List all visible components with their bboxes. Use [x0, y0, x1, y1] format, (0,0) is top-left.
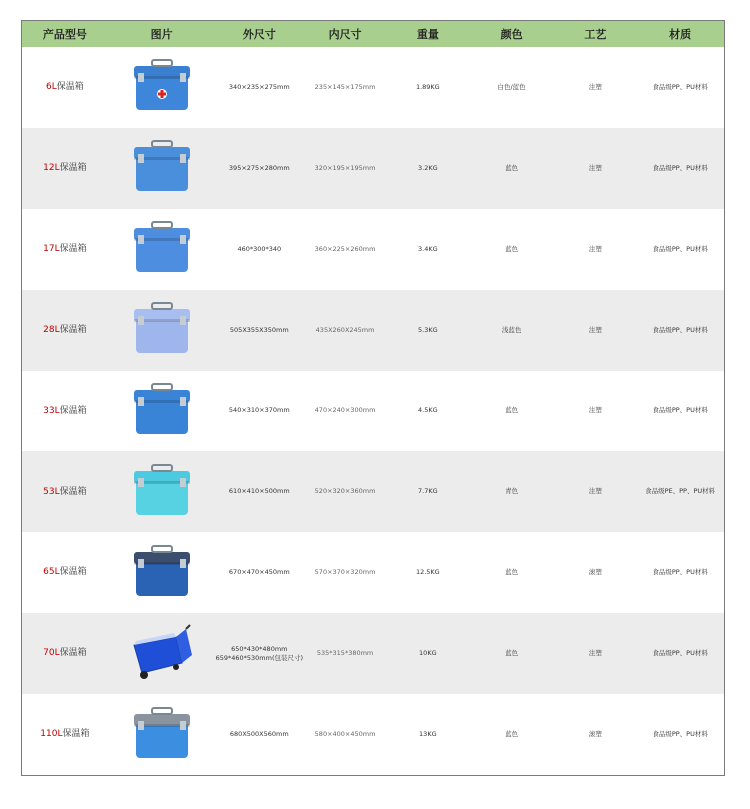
- cooler-box-icon: [126, 461, 198, 523]
- outer-size-cell: [215, 613, 303, 694]
- table-row: [22, 128, 724, 209]
- model-cell: [22, 694, 108, 775]
- column-header: 材质: [669, 28, 692, 41]
- column-header: 颜色: [500, 28, 523, 41]
- column-header: 产品型号: [42, 28, 87, 41]
- capacity-label: 17L: [43, 243, 60, 254]
- model-cell: [22, 532, 108, 613]
- model-cell: [22, 451, 108, 532]
- product-name: 保温箱: [59, 486, 87, 497]
- process: 滚塑: [588, 568, 602, 577]
- weight: 12.5KG: [415, 568, 440, 577]
- table-row: [22, 47, 724, 128]
- weight: 4.5KG: [418, 406, 438, 415]
- color: 蓝色: [505, 649, 519, 658]
- cooler-box-icon: [126, 704, 198, 766]
- outer-size-cell: [215, 47, 303, 128]
- table-row: [22, 451, 724, 532]
- table-row: [22, 532, 724, 613]
- model-cell: [22, 613, 108, 694]
- inner-size: 235×145×175mm: [314, 82, 376, 91]
- inner-size: 360×225×260mm: [314, 244, 376, 253]
- weight: 7.7KG: [418, 487, 438, 496]
- material: 食品级PP、PU材料: [652, 82, 708, 91]
- product-image: [108, 128, 216, 209]
- product-name: 保温箱: [56, 82, 84, 93]
- inner-size: 470×240×300mm: [314, 406, 376, 415]
- outer-size-cell: [215, 290, 303, 371]
- column-header: 工艺: [584, 28, 607, 41]
- process: 注塑: [588, 163, 602, 172]
- outer-size: 610×410×500mm: [228, 487, 290, 496]
- material: 食品级PP、PU材料: [652, 649, 708, 658]
- outer-size-cell: [215, 532, 303, 613]
- table-row: [22, 694, 724, 775]
- package-size: 659*460*530mm(包装尺寸): [215, 653, 304, 662]
- outer-size: 505X355X350mm: [229, 325, 289, 334]
- material: 食品级PP、PU材料: [652, 568, 708, 577]
- process: 注塑: [588, 82, 602, 91]
- cooler-box-icon: [126, 380, 198, 442]
- product-table: [21, 20, 725, 776]
- outer-size: 540×310×370mm: [228, 406, 290, 415]
- cooler-box-icon: [126, 542, 198, 604]
- inner-size: 535*315*380mm: [316, 649, 374, 658]
- material: 食品级PP、PU材料: [652, 163, 708, 172]
- product-image: [108, 209, 216, 290]
- cooler-box-icon: [126, 218, 198, 280]
- weight: 10KG: [419, 649, 437, 658]
- weight: 3.4KG: [418, 244, 438, 253]
- product-name: 保温箱: [59, 243, 87, 254]
- capacity-label: 65L: [43, 567, 60, 578]
- outer-size: 395×275×280mm: [228, 163, 290, 172]
- outer-size-cell: [215, 128, 303, 209]
- material: 食品级PE、PP、PU材料: [645, 487, 716, 496]
- color: 蓝色: [505, 568, 519, 577]
- outer-size-cell: [215, 694, 303, 775]
- material: 食品级PP、PU材料: [652, 244, 708, 253]
- outer-size: 680X500X560mm: [229, 730, 289, 739]
- table-row: [22, 613, 724, 694]
- model-cell: [22, 290, 108, 371]
- product-image: [108, 694, 216, 775]
- material: 食品级PP、PU材料: [652, 325, 708, 334]
- inner-size: 320×195×195mm: [314, 163, 376, 172]
- small-medical-cooler-icon: [126, 56, 198, 118]
- cooler-box-icon: [126, 137, 198, 199]
- product-image: [108, 290, 216, 371]
- table-row: [22, 290, 724, 371]
- process: 注塑: [588, 244, 602, 253]
- product-name: 保温箱: [59, 648, 87, 659]
- model-cell: [22, 209, 108, 290]
- outer-size-cell: [215, 451, 303, 532]
- outer-size: 340×235×275mm: [228, 82, 290, 91]
- wheeled-cooler-icon: [126, 623, 198, 685]
- column-header: 图片: [150, 28, 173, 41]
- inner-size: 580×400×450mm: [314, 730, 376, 739]
- table-body: [22, 47, 724, 775]
- outer-size-cell: [215, 209, 303, 290]
- weight: 1.89KG: [415, 82, 440, 91]
- color: 蓝色: [505, 730, 519, 739]
- column-header: 外尺寸: [242, 28, 276, 41]
- capacity-label: 28L: [43, 324, 60, 335]
- color: 浅蓝色: [501, 325, 522, 334]
- outer-size-cell: [215, 371, 303, 452]
- model-cell: [22, 371, 108, 452]
- outer-size: 460*300*340: [237, 244, 282, 253]
- table-header: [22, 21, 724, 47]
- product-name: 保温箱: [59, 324, 87, 335]
- model-cell: [22, 47, 108, 128]
- column-header: 内尺寸: [328, 28, 362, 41]
- weight: 5.3KG: [418, 325, 438, 334]
- product-name: 保温箱: [59, 405, 87, 416]
- table-row: [22, 209, 724, 290]
- product-image: [108, 451, 216, 532]
- color: 蓝色: [505, 163, 519, 172]
- color: 蓝色: [505, 406, 519, 415]
- inner-size: 520×320×360mm: [314, 487, 376, 496]
- capacity-label: 110L: [40, 729, 63, 740]
- process: 注塑: [588, 325, 602, 334]
- weight: 3.2KG: [418, 163, 438, 172]
- capacity-label: 53L: [43, 486, 60, 497]
- color: 蓝色: [505, 244, 519, 253]
- outer-size: 650*430*480mm: [231, 644, 288, 653]
- color: 青色: [505, 487, 519, 496]
- model-cell: [22, 128, 108, 209]
- product-name: 保温箱: [59, 163, 87, 174]
- outer-size: 670×470×450mm: [228, 568, 290, 577]
- process: 注塑: [588, 649, 602, 658]
- process: 注塑: [588, 406, 602, 415]
- capacity-label: 12L: [43, 163, 60, 174]
- table-row: [22, 371, 724, 452]
- material: 食品级PP、PU材料: [652, 730, 708, 739]
- product-image: [108, 613, 216, 694]
- product-name: 保温箱: [59, 567, 87, 578]
- capacity-label: 6L: [45, 82, 57, 93]
- inner-size: 570×370×320mm: [314, 568, 376, 577]
- product-image: [108, 371, 216, 452]
- product-name: 保温箱: [62, 729, 90, 740]
- weight: 13KG: [419, 730, 437, 739]
- column-header: 重量: [416, 28, 439, 41]
- color: 白色/蓝色: [497, 82, 526, 91]
- cooler-box-icon: [126, 299, 198, 361]
- product-image: [108, 532, 216, 613]
- capacity-label: 70L: [43, 648, 60, 659]
- capacity-label: 33L: [43, 405, 60, 416]
- process: 注塑: [588, 487, 602, 496]
- material: 食品级PP、PU材料: [652, 406, 708, 415]
- process: 滚塑: [588, 730, 602, 739]
- inner-size: 435X260X245mm: [315, 325, 375, 334]
- product-image: [108, 47, 216, 128]
